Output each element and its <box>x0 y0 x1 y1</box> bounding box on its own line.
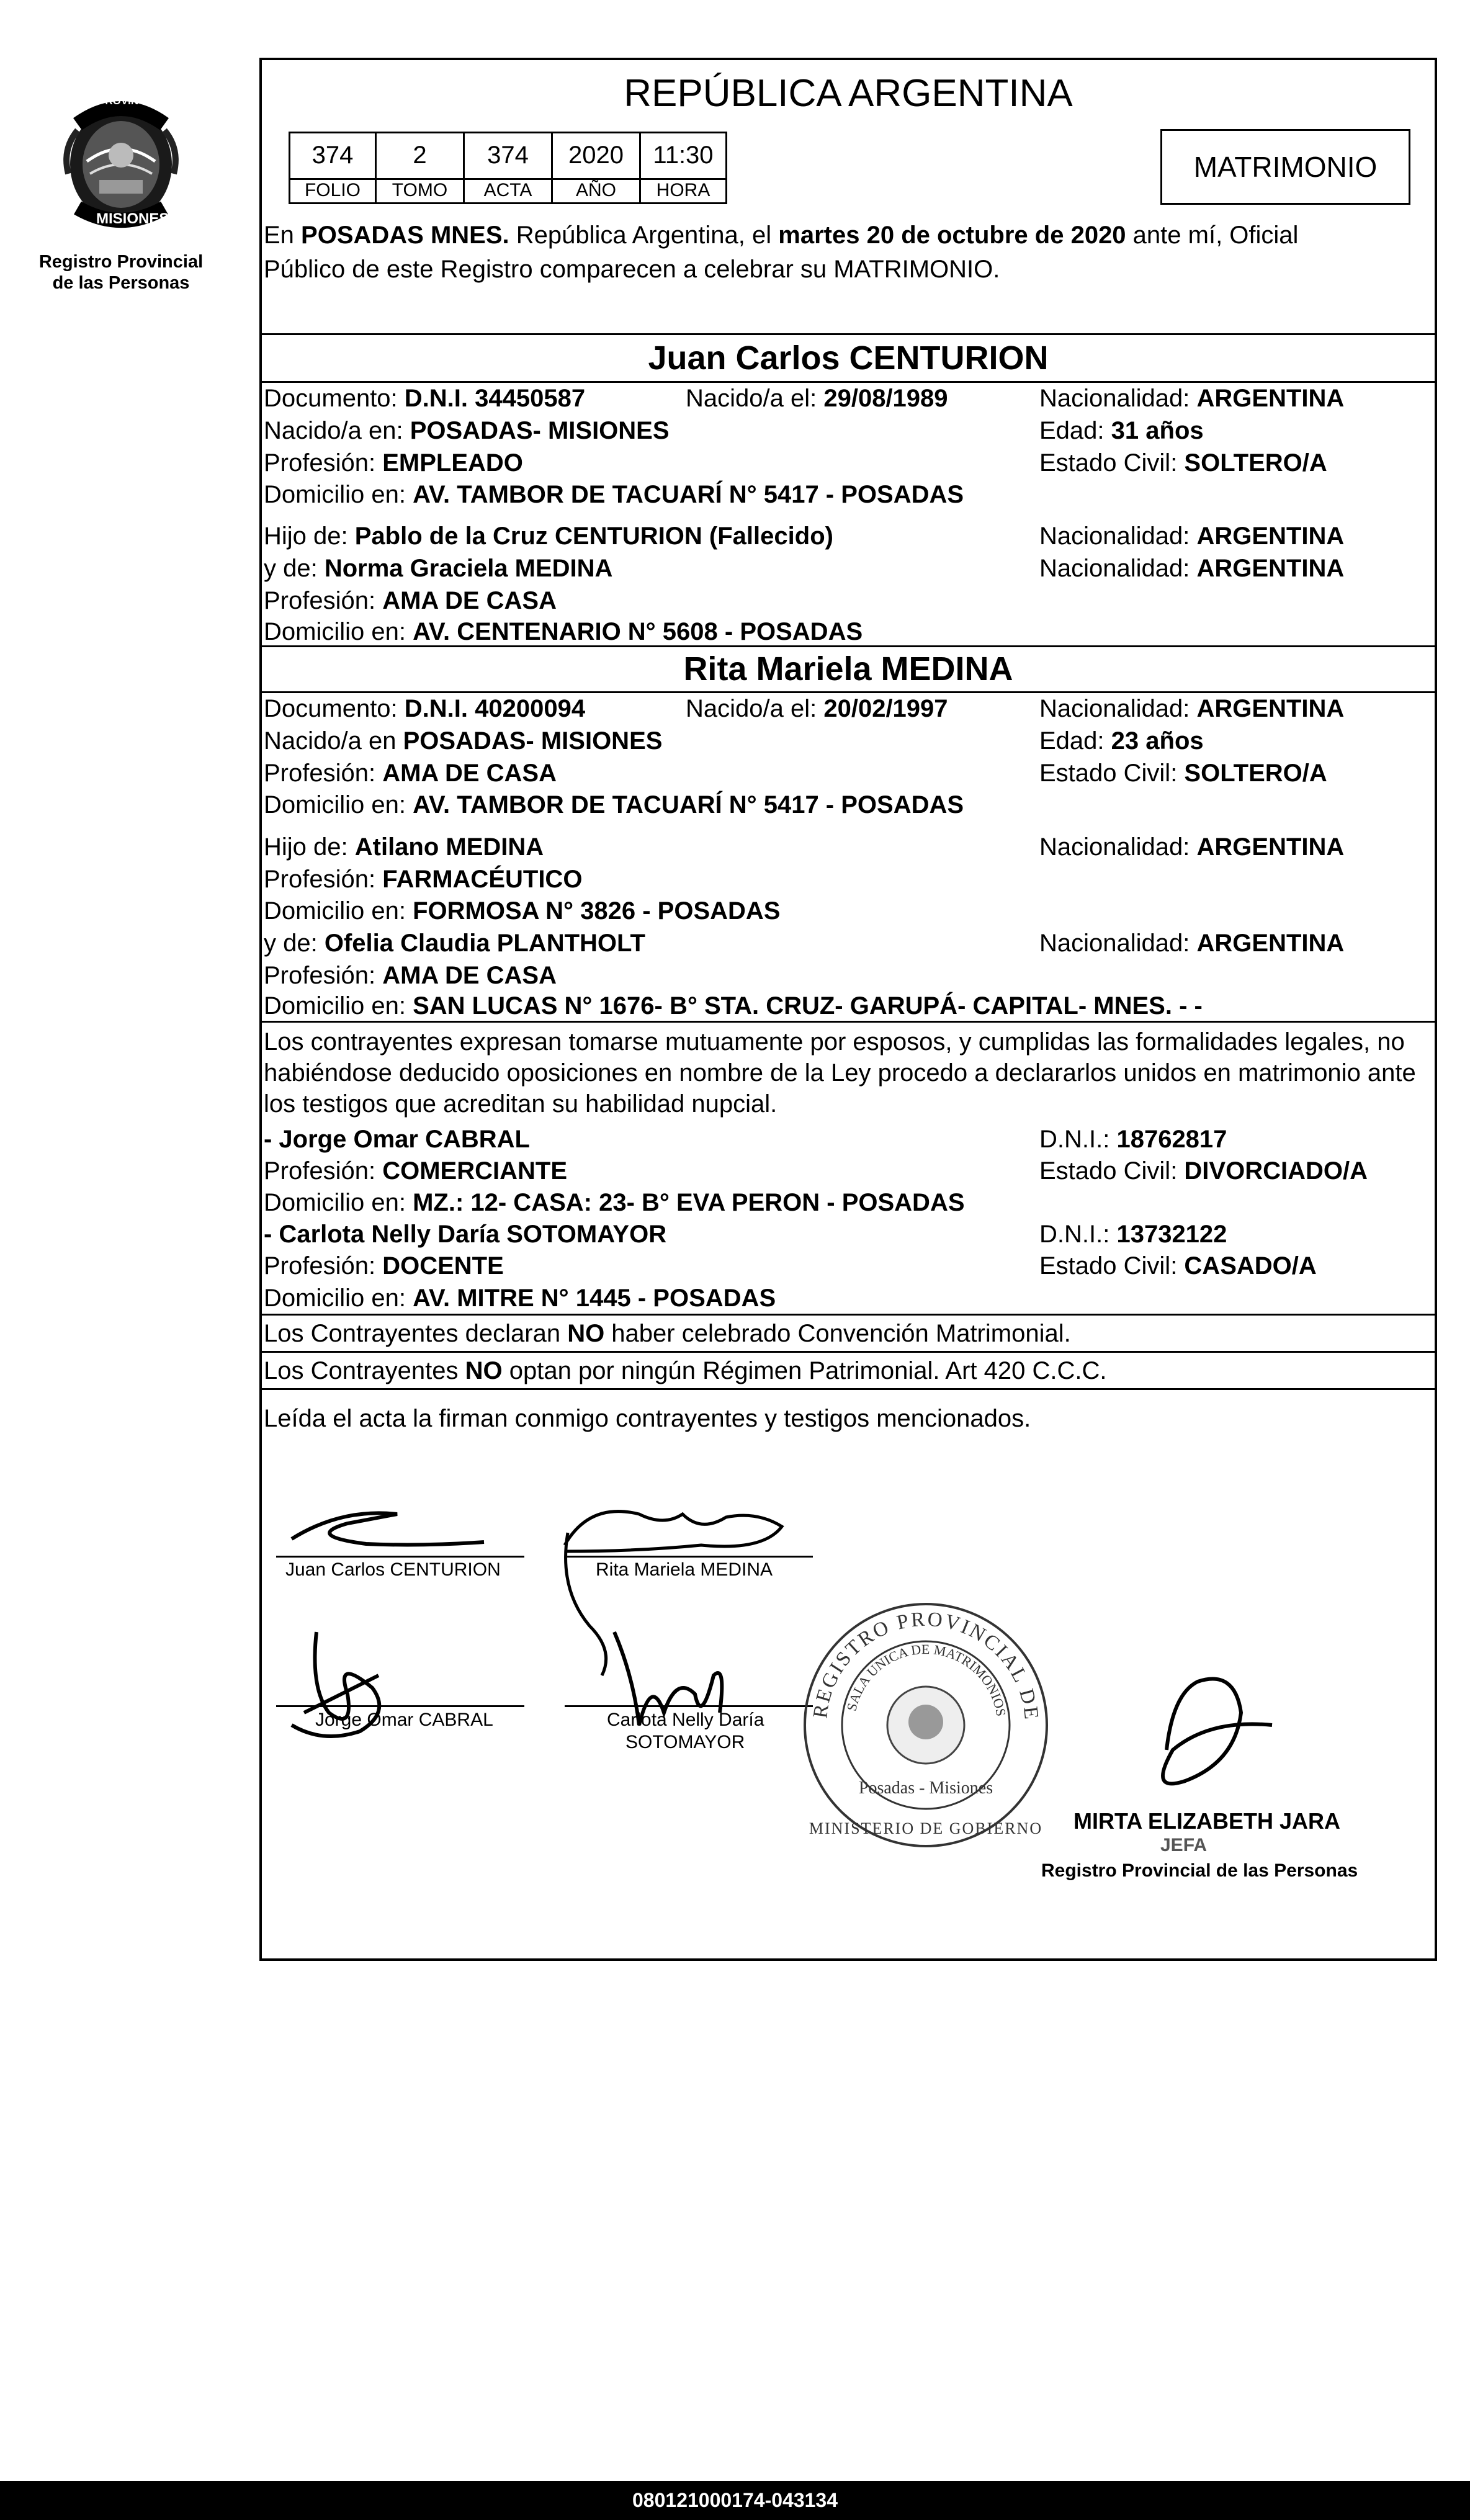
spouse2-father-profession: Profesión: FARMACÉUTICO <box>264 866 583 893</box>
spouse2-name: Rita Mariela MEDINA <box>683 650 1013 688</box>
official-name: MIRTA ELIZABETH JARA <box>1073 1808 1340 1834</box>
witness1-dni: D.N.I.: 18762817 <box>1039 1126 1227 1153</box>
witness1-name: - Jorge Omar CABRAL <box>264 1126 530 1153</box>
witness2-address: Domicilio en: AV. MITRE N° 1445 - POSADAS <box>264 1285 776 1312</box>
seal-inner-top-text: SALA UNICA DE MATRIMONIOS <box>843 1641 1010 1718</box>
spouse1-address: Domicilio en: AV. TAMBOR DE TACUARÍ N° 5417 - POSADAS <box>264 481 964 508</box>
spouse1-nationality: Nacionalidad: ARGENTINA <box>1039 385 1345 412</box>
spouse1-age: Edad: 31 años <box>1039 417 1204 444</box>
logo-caption-line1: Registro Provincial <box>38 252 204 272</box>
spouse2-civil-status: Estado Civil: SOLTERO/A <box>1039 760 1327 787</box>
spouse1-father: Hijo de: Pablo de la Cruz CENTURION (Fallecido) <box>264 522 833 550</box>
spouse1-name: Juan Carlos CENTURION <box>648 339 1049 377</box>
declaration-line3: los testigos que acreditan su habilidad nupcial. <box>264 1090 778 1118</box>
intro-date: martes 20 de octubre de 2020 <box>778 222 1126 249</box>
official-seal <box>796 1595 1056 1855</box>
provincial-logo <box>43 87 199 230</box>
signature-jorge-icon <box>292 1632 379 1736</box>
signature-label-jorge: Jorge Omar CABRAL <box>315 1710 493 1730</box>
intro-place: POSADAS MNES. <box>301 222 509 249</box>
spouse1-mother-nationality: Nacionalidad: ARGENTINA <box>1039 555 1345 582</box>
seal-icon <box>796 1595 1056 1855</box>
hora-value: 11:30 <box>653 141 714 169</box>
witness2-civil-status: Estado Civil: CASADO/A <box>1039 1252 1317 1280</box>
divider <box>259 333 1437 335</box>
spouse1-father-nationality: Nacionalidad: ARGENTINA <box>1039 522 1345 550</box>
acta-value: 374 <box>487 141 529 169</box>
witness2-dni: D.N.I.: 13732122 <box>1039 1221 1227 1248</box>
tomo-value: 2 <box>413 141 427 169</box>
record-label-anio: AÑO <box>551 178 641 204</box>
spouse1-document: Documento: D.N.I. 34450587 <box>264 385 586 412</box>
spouse1-mother: y de: Norma Graciela MEDINA <box>264 555 613 582</box>
divider <box>259 1021 1437 1023</box>
convention-line2: Los Contrayentes NO optan por ningún Régimen Patrimonial. Art 420 C.C.C. <box>264 1357 1107 1384</box>
spouse2-father-address: Domicilio en: FORMOSA N° 3826 - POSADAS <box>264 897 781 925</box>
witness1-profession: Profesión: COMERCIANTE <box>264 1157 567 1185</box>
record-label-hora: HORA <box>639 178 727 204</box>
signature-rita-icon <box>565 1512 782 1551</box>
spouse2-nationality: Nacionalidad: ARGENTINA <box>1039 695 1345 722</box>
closing-text: Leída el acta la firman conmigo contrayentes y testigos mencionados. <box>264 1405 1031 1432</box>
declaration-line1: Los contrayentes expresan tomarse mutuamente por esposos, y cumplidas las formalidades legales, no <box>264 1028 1405 1056</box>
logo-caption-line2: de las Personas <box>52 273 190 293</box>
spouse1-mother-address: Domicilio en: AV. CENTENARIO N° 5608 - POSADAS <box>264 618 863 645</box>
official-role: JEFA <box>1160 1835 1208 1855</box>
record-cell-anio <box>551 132 641 180</box>
anio-value: 2020 <box>568 141 624 169</box>
record-cell-tomo <box>375 132 465 180</box>
divider <box>259 1314 1437 1316</box>
spouse2-father: Hijo de: Atilano MEDINA <box>264 833 544 861</box>
seal-inner-bottom-text: Posadas - Misiones <box>858 1778 993 1798</box>
official-office: Registro Provincial de las Personas <box>1041 1860 1358 1881</box>
seal-ring-bottom-text: MINISTERIO DE GOBIERNO <box>809 1819 1043 1837</box>
signature-label-rita: Rita Mariela MEDINA <box>596 1559 773 1580</box>
spouse1-birthdate: Nacido/a el: 29/08/1989 <box>686 385 948 412</box>
spouse2-document: Documento: D.N.I. 40200094 <box>264 695 586 722</box>
spouse2-age: Edad: 23 años <box>1039 727 1204 755</box>
seal-ring-top-text: REGISTRO PROVINCIAL DE <box>809 1608 1043 1723</box>
coat-of-arms-icon <box>43 87 199 230</box>
page-title: REPÚBLICA ARGENTINA <box>624 72 1073 115</box>
divider <box>259 1388 1437 1390</box>
folio-value: 374 <box>311 141 354 169</box>
spouse2-birthdate: Nacido/a el: 20/02/1997 <box>686 695 948 722</box>
spouse2-father-nationality: Nacionalidad: ARGENTINA <box>1039 833 1345 861</box>
divider <box>259 691 1437 693</box>
convention-line1: Los Contrayentes declaran NO haber celebrado Convención Matrimonial. <box>264 1320 1071 1347</box>
logo-caption <box>12 251 230 294</box>
signature-label-carlota-2: SOTOMAYOR <box>625 1732 745 1752</box>
record-label-folio: FOLIO <box>289 178 377 204</box>
record-cell-hora <box>639 132 727 180</box>
record-cell-acta <box>463 132 553 180</box>
signature-label-juan: Juan Carlos CENTURION <box>285 1559 501 1580</box>
spouse1-civil-status: Estado Civil: SOLTERO/A <box>1039 449 1327 477</box>
spouse1-mother-profession: Profesión: AMA DE CASA <box>264 587 557 614</box>
signature-label-carlota: Carlota Nelly Daría <box>607 1710 764 1730</box>
signature-carlota-icon <box>614 1632 722 1725</box>
signature-official-icon <box>1163 1679 1272 1784</box>
logo-seal-top-text: PROVINCIA DE <box>98 95 174 107</box>
spouse2-mother-nationality: Nacionalidad: ARGENTINA <box>1039 930 1345 957</box>
signature-juan-icon <box>292 1513 484 1545</box>
record-label-acta: ACTA <box>463 178 553 204</box>
spouse1-profession: Profesión: EMPLEADO <box>264 449 523 477</box>
intro-line2: Público de este Registro comparecen a celebrar su MATRIMONIO. <box>264 256 1000 283</box>
witness1-address: Domicilio en: MZ.: 12- CASA: 23- B° EVA PERON - POSADAS <box>264 1189 965 1216</box>
spouse2-mother-address: Domicilio en: SAN LUCAS N° 1676- B° STA. CRUZ- GARUPÁ- CAPITAL- MNES. - - <box>264 992 1203 1020</box>
intro-line1: En POSADAS MNES. República Argentina, el martes 20 de octubre de 2020 ante mí, Oficial <box>264 222 1299 249</box>
witness2-name: - Carlota Nelly Daría SOTOMAYOR <box>264 1221 667 1248</box>
divider <box>259 645 1437 647</box>
declaration-line2: habiéndose deducido oposiciones en nombre de la Ley procedo a declararlos unidos en matrimonio ante <box>264 1059 1416 1087</box>
witness2-profession: Profesión: DOCENTE <box>264 1252 504 1280</box>
spouse1-birthplace: Nacido/a en: POSADAS- MISIONES <box>264 417 670 444</box>
witness1-civil-status: Estado Civil: DIVORCIADO/A <box>1039 1157 1368 1185</box>
spouse2-profession: Profesión: AMA DE CASA <box>264 760 557 787</box>
spouse2-mother: y de: Ofelia Claudia PLANTHOLT <box>264 930 645 957</box>
document-code-bar: 080121000174-043134 <box>0 2481 1470 2520</box>
divider <box>259 381 1437 383</box>
spouse2-birthplace: Nacido/a en POSADAS- MISIONES <box>264 727 663 755</box>
divider <box>259 1351 1437 1353</box>
document-type-box: MATRIMONIO <box>1160 129 1410 205</box>
spouse2-address: Domicilio en: AV. TAMBOR DE TACUARÍ N° 5417 - POSADAS <box>264 791 964 818</box>
logo-seal-bottom-text: MISIONES <box>96 210 169 227</box>
record-label-tomo: TOMO <box>375 178 465 204</box>
record-cell-folio <box>289 132 377 180</box>
spouse2-mother-profession: Profesión: AMA DE CASA <box>264 962 557 989</box>
